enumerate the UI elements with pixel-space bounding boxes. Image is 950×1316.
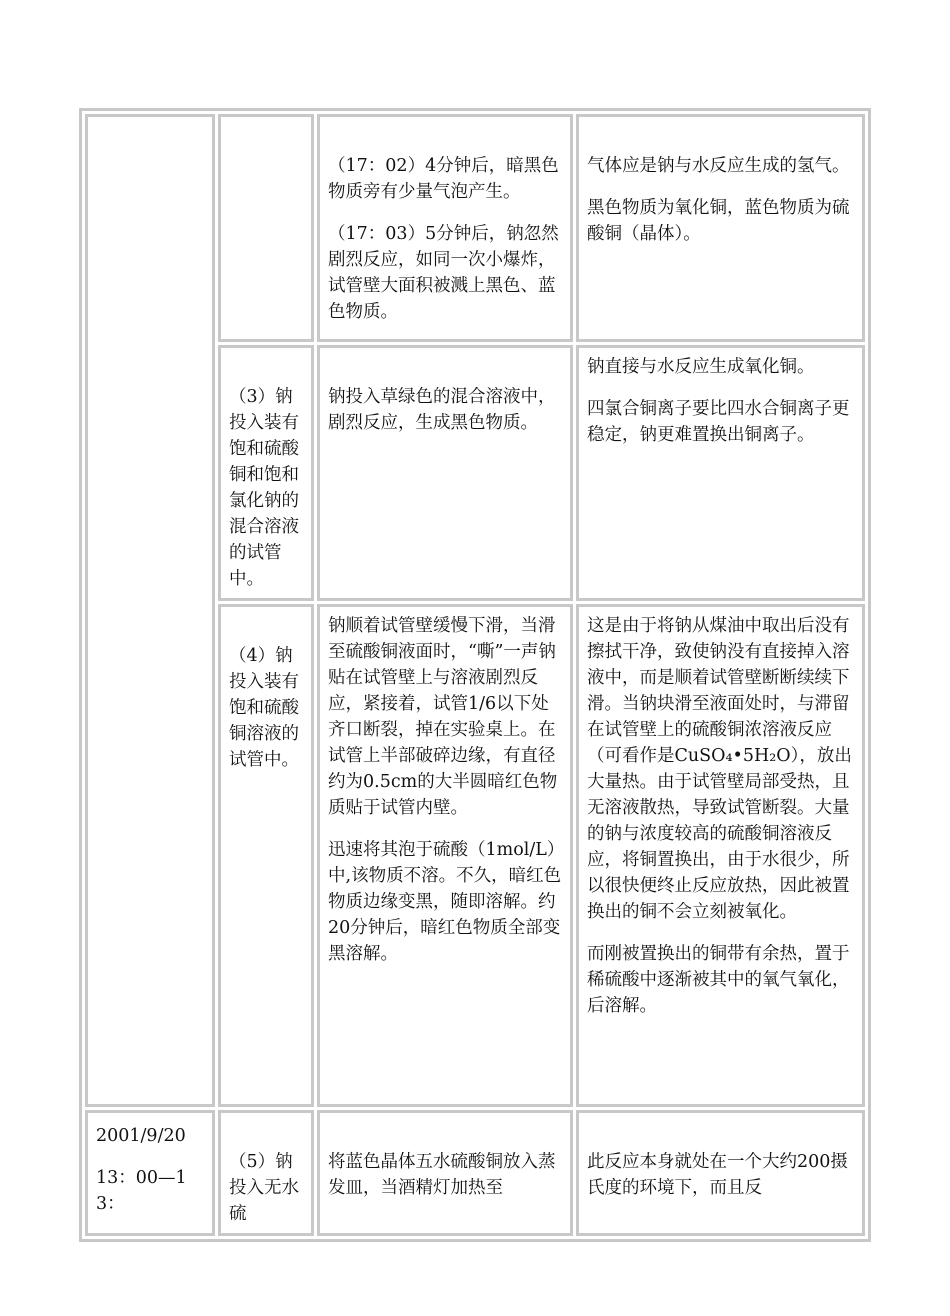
explanation-paragraph: 气体应是钠与水反应生成的氢气。 — [586, 156, 850, 176]
phenomenon-cell — [317, 345, 573, 601]
explanation-cell — [576, 604, 865, 1107]
experiment-record-table — [79, 108, 871, 1242]
experiment-cell — [218, 604, 314, 1107]
phenomenon-paragraph: 迅速将其泡于硫酸（1mol/L）中,该物质不溶。不久，暗红色物质边缘变黑，随即溶解。约20分钟后，暗红色物质全部变黑溶解。 — [328, 840, 562, 964]
explanation-paragraph: 四氯合铜离子要比四水合铜离子更稳定，钠更难置换出铜离子。 — [586, 399, 850, 445]
explanation-paragraph: 此反应本身就处在一个大约200摄氏度的环境下，而且反 — [586, 1152, 848, 1198]
experiment-text — [221, 117, 311, 159]
explanation-paragraph: 黑色物质为氧化铜，蓝色物质为硫酸铜（晶体）。 — [586, 198, 850, 244]
date-cell — [85, 114, 215, 1107]
experiment-text: （4）钠投入装有饱和硫酸铜溶液的试管中。 — [229, 646, 300, 770]
phenomenon-cell — [317, 114, 573, 342]
phenomenon-cell — [317, 1110, 573, 1236]
experiment-cell — [218, 345, 314, 601]
phenomenon-paragraph: （17：03）5分钟后，钠忽然剧烈反应，如同一次小爆炸，试管壁大面积被溅上黑色、蓝色物质。 — [328, 224, 559, 322]
time-text: 13：00—13： — [96, 1168, 187, 1214]
explanation-paragraph: 钠直接与水反应生成氧化铜。 — [586, 357, 815, 377]
phenomenon-paragraph: 钠顺着试管壁缓慢下滑，当滑至硫酸铜液面时，“嘶”一声钠贴在试管壁上与溶液剧烈反应，紧接着，试管1/6以下处齐口断裂，掉在实验桌上。在试管上半部破碎边缘，有直径约为0.5cm的大半圆暗红色物质贴于试管内壁。 — [328, 616, 558, 818]
table-row — [85, 114, 865, 342]
phenomenon-cell — [317, 604, 573, 1107]
phenomenon-paragraph: 钠投入草绿色的混合溶液中，剧烈反应，生成黑色物质。 — [328, 387, 556, 433]
explanation-cell — [576, 345, 865, 601]
phenomenon-paragraph: （17：02）4分钟后，暗黑色物质旁有少量气泡产生。 — [328, 156, 559, 202]
experiment-text: （3）钠投入装有饱和硫酸铜和饱和氯化钠的混合溶液的试管中。 — [229, 387, 300, 589]
date-text — [88, 117, 212, 159]
experiment-cell — [218, 114, 314, 342]
explanation-cell — [576, 114, 865, 342]
explanation-paragraph: 这是由于将钠从煤油中取出后没有擦拭干净，致使钠没有直接掉入溶液中，而是顺着试管壁断断续续下滑。当钠块滑至液面处时，与滞留在试管壁上的硫酸铜浓溶液反应（可看作是CuSO₄•5H₂O），放出大量热。由于试管壁局部受热，且无溶液散热，导致试管断裂。大量的钠与浓度较高的硫酸铜溶液反应，将铜置换出，由于水很少，所以很快便终止反应放热，因此被置换出的铜不会立刻被氧化。 — [586, 616, 852, 922]
experiment-cell — [218, 1110, 314, 1236]
explanation-paragraph: 而刚被置换出的铜带有余热，置于稀硫酸中逐渐被其中的氧气氧化，后溶解。 — [586, 944, 850, 1016]
date-cell — [85, 1110, 215, 1236]
date-text: 2001/9/20 — [96, 1126, 186, 1146]
explanation-cell — [576, 1110, 865, 1236]
table-row — [85, 1110, 865, 1236]
experiment-text: （5）钠投入无水硫 — [229, 1152, 300, 1224]
phenomenon-paragraph: 将蓝色晶体五水硫酸铜放入蒸发皿，当酒精灯加热至 — [328, 1152, 556, 1198]
